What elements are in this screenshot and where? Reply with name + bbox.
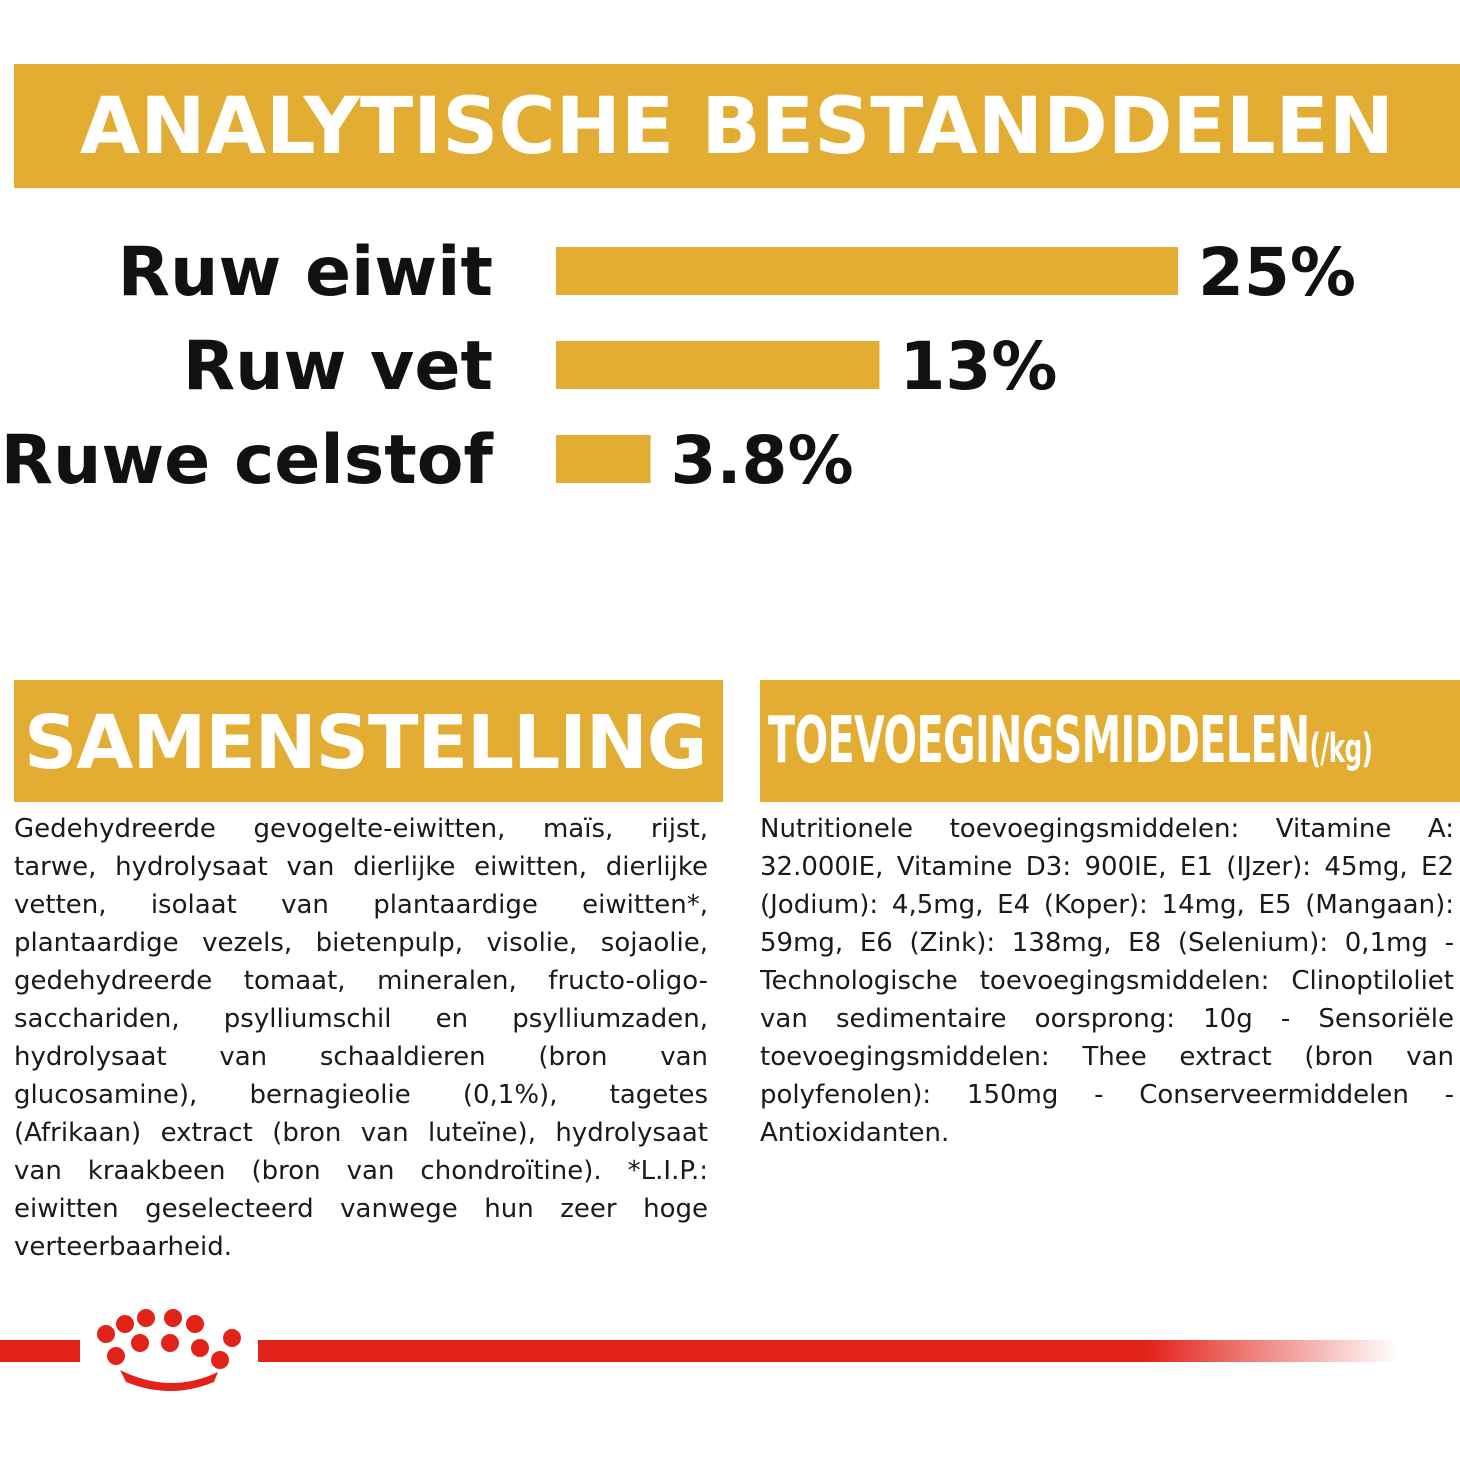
- toevoegingsmiddelen-text: Nutritionele toevoegingsmiddelen: Vitamine A: 32.000IE, Vitamine D3: 900IE, E1 (IJzer): 45mg, E2 (Jodium): 4,5mg, E4 (Koper): 14mg, E5 (Mangaan): 59mg, E6 (Zink): 138mg, E8 (Selenium): 0,1mg - Technologische toevoegingsmiddelen: Clinoptiloliet van sedimentaire oorsprong: 10g - Sensoriële toevoegingsmiddelen: Thee extract (bron van polyfenolen): 150mg - Conserveermiddelen - Antioxidanten.: [760, 814, 1454, 1148]
- toevoegingsmiddelen-title: TOEVOEGINGSMIDDELEN: [768, 704, 1310, 778]
- bar-label-2: Ruwe celstof: [0, 421, 493, 500]
- bar-value-label-0: 25%: [1198, 234, 1356, 311]
- bar-1: [556, 341, 879, 389]
- brand-line-right: [258, 1340, 1398, 1362]
- bar-2: [556, 435, 651, 483]
- royal-canin-crown-icon: [97, 1309, 241, 1391]
- bar-label-0: Ruw eiwit: [117, 233, 493, 312]
- analytische-bestanddelen-title: ANALYTISCHE BESTANDDELEN: [79, 82, 1395, 172]
- samenstelling-text: Gedehydreerde gevogelte-eiwitten, maïs, rijst, tarwe, hydrolysaat van dierlijke eiwitten, dierlijke vetten, isolaat van plantaardige eiwitten*, plantaardige vezels, bietenpulp, visolie, sojaolie, gedehydreerde tomaat, mineralen, fructo-oligo-sacchariden, psylliumschil en psylliumzaden, hydrolysaat van schaaldieren (bron van glucosamine), bernagieolie (0,1%), tagetes (Afrikaan) extract (bron van luteïne), hydrolysaat van kraakbeen (bron van chondroïtine). *L.I.P.: eiwitten geselecteerd vanwege hun zeer hoge verteerbaarheid.: [14, 814, 708, 1262]
- toevoegingsmiddelen-title-wrap: [768, 704, 1372, 778]
- nutrient-bar-chart: [0, 210, 1460, 530]
- samenstelling-title: SAMENSTELLING: [24, 700, 707, 786]
- bar-value-label-2: 3.8%: [670, 422, 854, 499]
- toevoegingsmiddelen-unit: (/kg): [1309, 726, 1373, 772]
- bar-0: [556, 247, 1178, 295]
- bar-label-1: Ruw vet: [182, 327, 493, 406]
- brand-line-left: [0, 1340, 80, 1362]
- toevoegingsmiddelen-header: [760, 680, 1460, 802]
- analytische-bestanddelen-header: [14, 64, 1460, 188]
- samenstelling-header: [14, 680, 723, 802]
- bar-value-label-1: 13%: [899, 328, 1058, 405]
- brand-footer: [0, 1300, 1460, 1400]
